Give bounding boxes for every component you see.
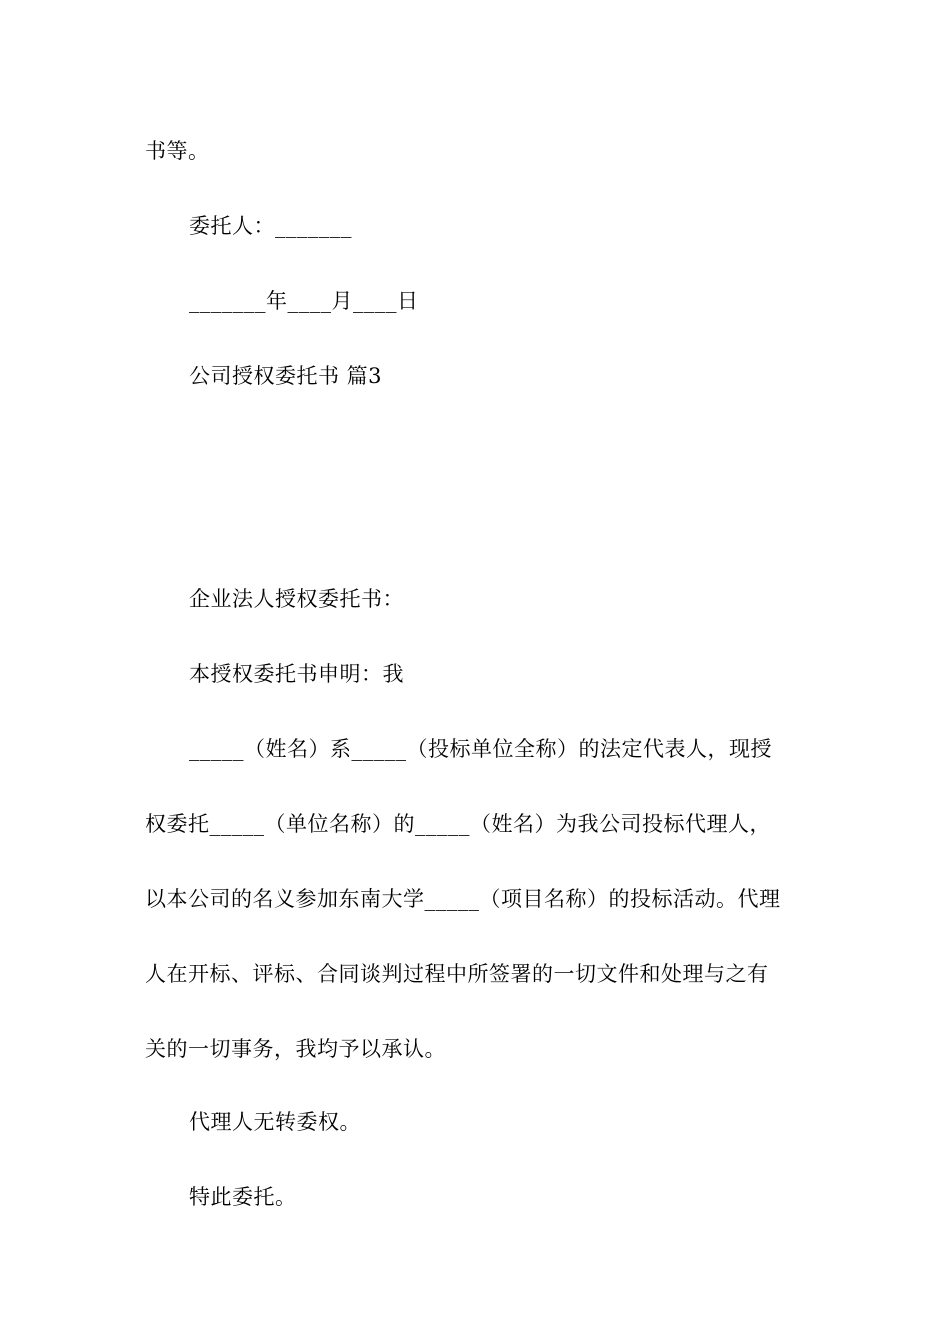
declaration-intro: 本授权委托书申明：我 [189,662,404,686]
body-text-line: 以本公司的名义参加东南大学_____（项目名称）的投标活动。代理 [145,887,781,911]
body-text-line: 权委托_____（单位名称）的_____（姓名）为我公司投标代理人， [145,812,771,836]
body-text-line: 人在开标、评标、合同谈判过程中所签署的一切文件和处理与之有 [145,962,769,986]
no-sub-delegation-statement: 代理人无转委权。 [189,1110,361,1134]
paragraph-continuation: 书等。 [145,139,210,163]
body-text-line: _____（姓名）系_____（投标单位全称）的法定代表人，现授 [189,737,772,761]
principal-signature-line: 委托人：_______ [189,214,352,238]
document-title: 企业法人授权委托书： [189,587,404,611]
date-line: _______年____月____日 [189,289,419,313]
closing-statement: 特此委托。 [189,1185,297,1209]
body-text-line: 关的一切事务，我均予以承认。 [145,1037,446,1061]
section-heading: 公司授权委托书 篇3 [189,364,383,388]
